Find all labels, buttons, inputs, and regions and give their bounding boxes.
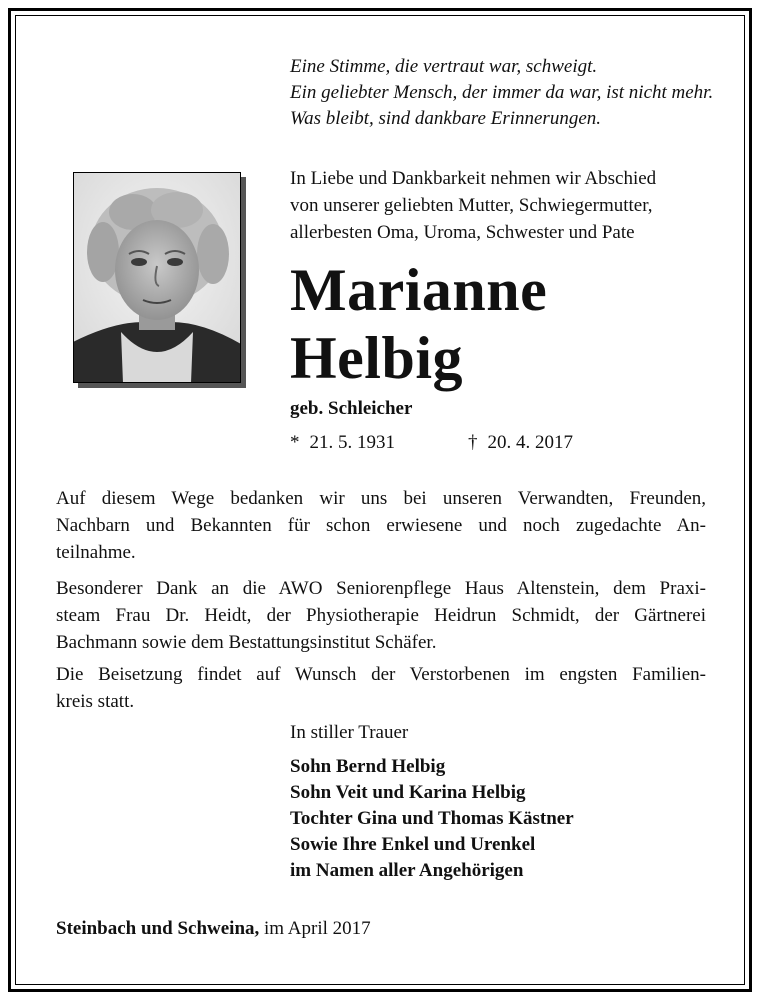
poem-line: Eine Stimme, die vertraut war, schweigt. (290, 56, 598, 77)
paragraph-line: Bachmann sowie dem Bestattungsinstitut Schäfer. (56, 632, 437, 653)
portrait-photo-icon (73, 172, 241, 383)
issue-date: im April 2017 (264, 918, 371, 939)
mourners-list (290, 754, 574, 884)
thanks-paragraph (56, 485, 706, 566)
first-name: Marianne (290, 257, 548, 323)
paragraph-line: steam Frau Dr. Heidt, der Physiotherapie Heidrun Schmidt, der Gärtnerei (56, 605, 706, 626)
special-thanks-paragraph (56, 575, 706, 656)
mourner-entry: Sohn Bernd Helbig (290, 756, 446, 777)
burial-paragraph (56, 661, 706, 715)
place-date-line (56, 918, 371, 940)
death-cross-icon: † (468, 432, 478, 453)
paragraph-line: Nachbarn und Bekannten für schon erwiesene und noch zugedachte An- (56, 515, 706, 536)
birth-name: geb. Schleicher (290, 398, 413, 419)
paragraph-line: kreis statt. (56, 691, 135, 712)
paragraph-line: Auf diesem Wege bedanken wir uns bei unseren Verwandten, Freunden, (56, 488, 706, 509)
poem-line: Was bleibt, sind dankbare Erinnerungen. (290, 108, 602, 129)
death-date: 20. 4. 2017 (487, 432, 573, 453)
last-name: Helbig (290, 325, 464, 391)
paragraph-line: teilnahme. (56, 542, 136, 563)
paragraph-line: Besonderer Dank an die AWO Seniorenpflege Haus Altenstein, dem Praxi- (56, 578, 706, 599)
paragraph-line: Die Beisetzung findet auf Wunsch der Verstorbenen im engsten Familien- (56, 664, 706, 685)
death-date-line (468, 432, 573, 454)
birth-date-line (290, 432, 395, 454)
poem-line: Ein geliebter Mensch, der immer da war, ist nicht mehr. (290, 82, 714, 103)
intro-line: allerbesten Oma, Uroma, Schwester und Pate (290, 222, 635, 243)
intro-text (290, 165, 656, 246)
intro-line: In Liebe und Dankbarkeit nehmen wir Abschied (290, 168, 657, 189)
mourner-entry: Sohn Veit und Karina Helbig (290, 782, 526, 803)
poem (290, 54, 713, 132)
place: Steinbach und Schweina, (56, 918, 260, 939)
mourner-entry: Sowie Ihre Enkel und Urenkel (290, 834, 536, 855)
mourner-entry: Tochter Gina und Thomas Kästner (290, 808, 574, 829)
portrait-photo (73, 172, 241, 383)
intro-line: von unserer geliebten Mutter, Schwiegermutter, (290, 195, 653, 216)
birth-date: 21. 5. 1931 (309, 432, 395, 453)
mourning-label: In stiller Trauer (290, 722, 409, 743)
mourner-entry: im Namen aller Angehörigen (290, 860, 524, 881)
birth-star-icon: * (290, 432, 300, 453)
